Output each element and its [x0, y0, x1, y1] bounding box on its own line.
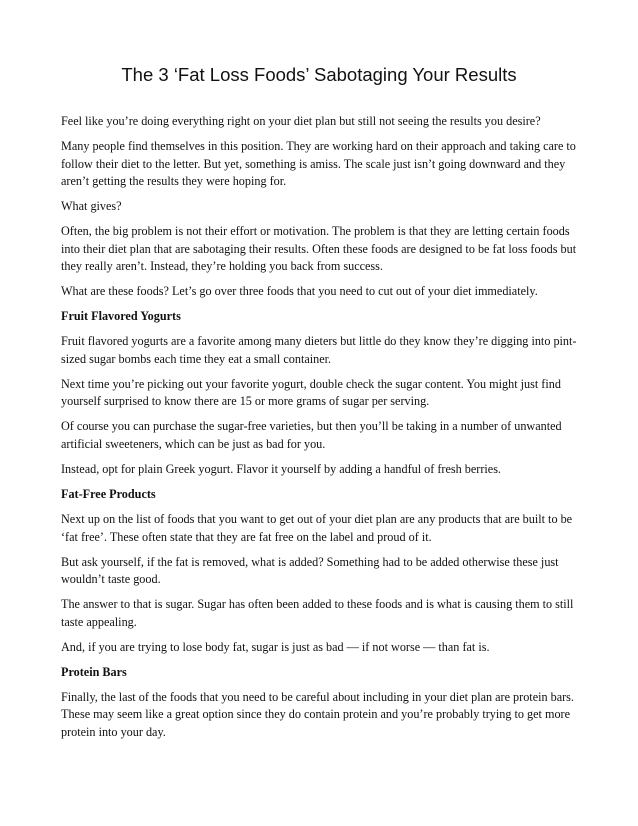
paragraph: Often, the big problem is not their effort or motivation. The problem is that they are letting certain foods into their diet plan that are sabotaging their results. Often these foods are designed to be fat loss foods but they really aren’t. Instead, they’re holding you back from success.	[61, 224, 577, 274]
paragraph: Next time you’re picking out your favorite yogurt, double check the sugar content. You might just find yourself surprised to know there are 15 or more grams of sugar per serving.	[61, 376, 561, 409]
paragraph: But ask yourself, if the fat is removed, what is added? Something had to be added otherwise these just wouldn’t taste good.	[61, 554, 559, 587]
section-heading-fat-free-products: Fat-Free Products	[61, 487, 156, 501]
paragraph: What gives?	[61, 199, 122, 214]
paragraph: Fruit flavored yogurts are a favorite among many dieters but little do they know they’re digging into pint-sized sugar bombs each time they eat a small container.	[61, 334, 577, 366]
section-heading-fruit-flavored-yogurts: Fruit Flavored Yogurts	[61, 309, 181, 324]
paragraph: Instead, opt for plain Greek yogurt. Flavor it yourself by adding a handful of fresh berries.	[61, 462, 501, 477]
paragraph: And, if you are trying to lose body fat, sugar is just as bad — if not worse — than fat is.	[61, 639, 490, 654]
paragraph: Of course you can purchase the sugar-free varieties, but then you’ll be taking in a number of unwanted artificial sweeteners, which can be just as bad for you.	[61, 419, 562, 452]
paragraph: Next up on the list of foods that you want to get out of your diet plan are any products that are built to be ‘fat free’. These often state that they are fat free on the label and proud of it.	[61, 511, 573, 544]
paragraph: Feel like you’re doing everything right on your diet plan but still not seeing the results you desire?	[61, 114, 541, 128]
section-heading-protein-bars: Protein Bars	[61, 664, 127, 679]
paragraph: What are these foods? Let’s go over three foods that you need to cut out of your diet immediately.	[61, 284, 538, 299]
paragraph: The answer to that is sugar. Sugar has often been added to these foods and is what is causing them to still taste appealing.	[61, 597, 574, 629]
page-title: The 3 ‘Fat Loss Foods’ Sabotaging Your Results	[121, 64, 517, 85]
paragraph: Finally, the last of the foods that you need to be careful about including in your diet plan are protein bars. These may seem like a great option since they do contain protein and you’re probably trying to get more protein into your day.	[61, 689, 574, 739]
paragraph: Many people find themselves in this position. They are working hard on their approach and taking care to follow their diet to the letter. But yet, something is amiss. The scale just isn’t going downward and they aren’t getting the results they were hoping for.	[61, 138, 576, 189]
document-body	[61, 113, 581, 749]
